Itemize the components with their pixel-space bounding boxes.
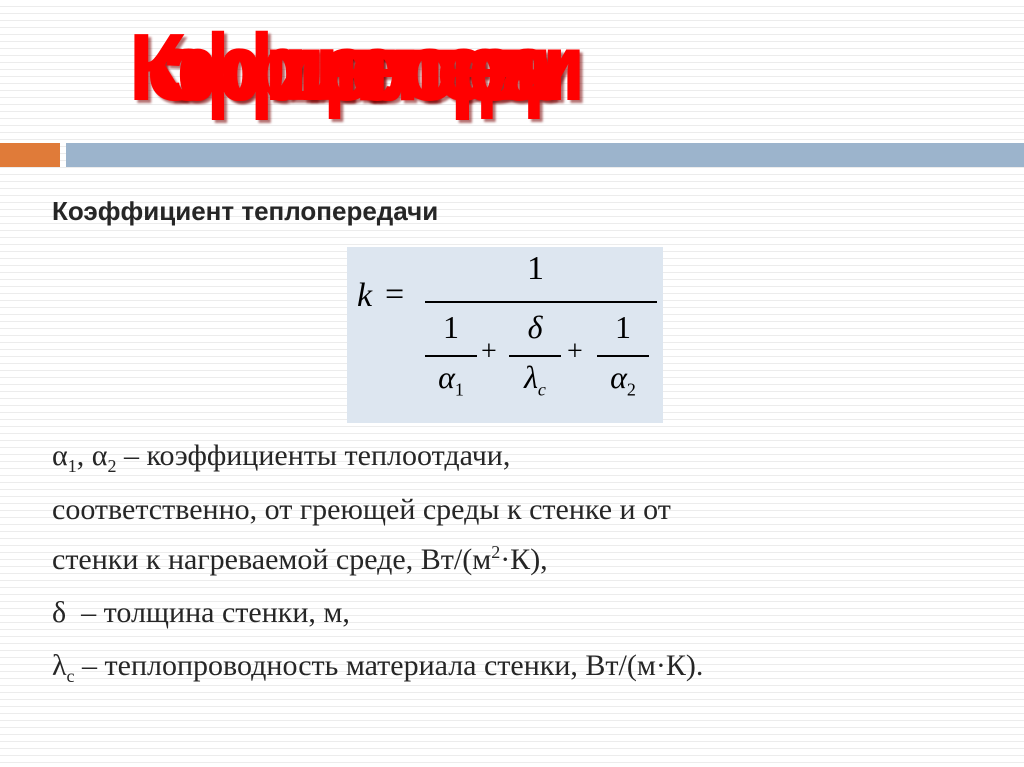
formula-equals: = bbox=[385, 276, 405, 313]
formula-box bbox=[347, 247, 663, 423]
term-numerator: 1 bbox=[615, 309, 631, 345]
formula-plus-1: + bbox=[481, 336, 497, 367]
formula-term-1 bbox=[425, 309, 477, 409]
formula-term-2 bbox=[509, 309, 561, 409]
title-area bbox=[0, 18, 1024, 128]
formula-plus-2: + bbox=[567, 336, 583, 367]
formula-numerator: 1 bbox=[527, 250, 544, 287]
slide-title: Коэффициент теплопередачи bbox=[128, 18, 546, 121]
formula-term-3 bbox=[597, 309, 649, 409]
term-numerator: 1 bbox=[443, 309, 459, 345]
definition-lambda: $\lambda_c$ – теплопроводность материала стенки, Вт/(м·К). bbox=[52, 649, 704, 686]
formula-fraction-bar bbox=[425, 301, 657, 303]
term-fraction-bar bbox=[597, 355, 649, 357]
definition-alpha: $\alpha_1$, $\alpha_2$ – коэффициенты теплоотдачи, соответственно, от греющей среды к стенке и от стенки к нагреваемой среде, $Вт/(м^2\cdot К)$, bbox=[52, 439, 671, 576]
slide-subtitle: Коэффициент теплопередачи bbox=[52, 196, 439, 226]
term-fraction-bar bbox=[425, 355, 477, 357]
definitions bbox=[52, 434, 972, 698]
accent-bar bbox=[0, 143, 60, 167]
term-denominator: $\lambda_c$ bbox=[524, 359, 546, 400]
formula-lhs: k bbox=[357, 277, 373, 314]
term-fraction-bar bbox=[509, 355, 561, 357]
divider-bar bbox=[66, 143, 1024, 167]
definition-delta: δ – толщина стенки, м, bbox=[52, 596, 350, 629]
term-denominator: $\alpha_1$ bbox=[438, 359, 464, 400]
term-numerator: δ bbox=[527, 309, 543, 345]
term-denominator: $\alpha_2$ bbox=[610, 359, 636, 400]
